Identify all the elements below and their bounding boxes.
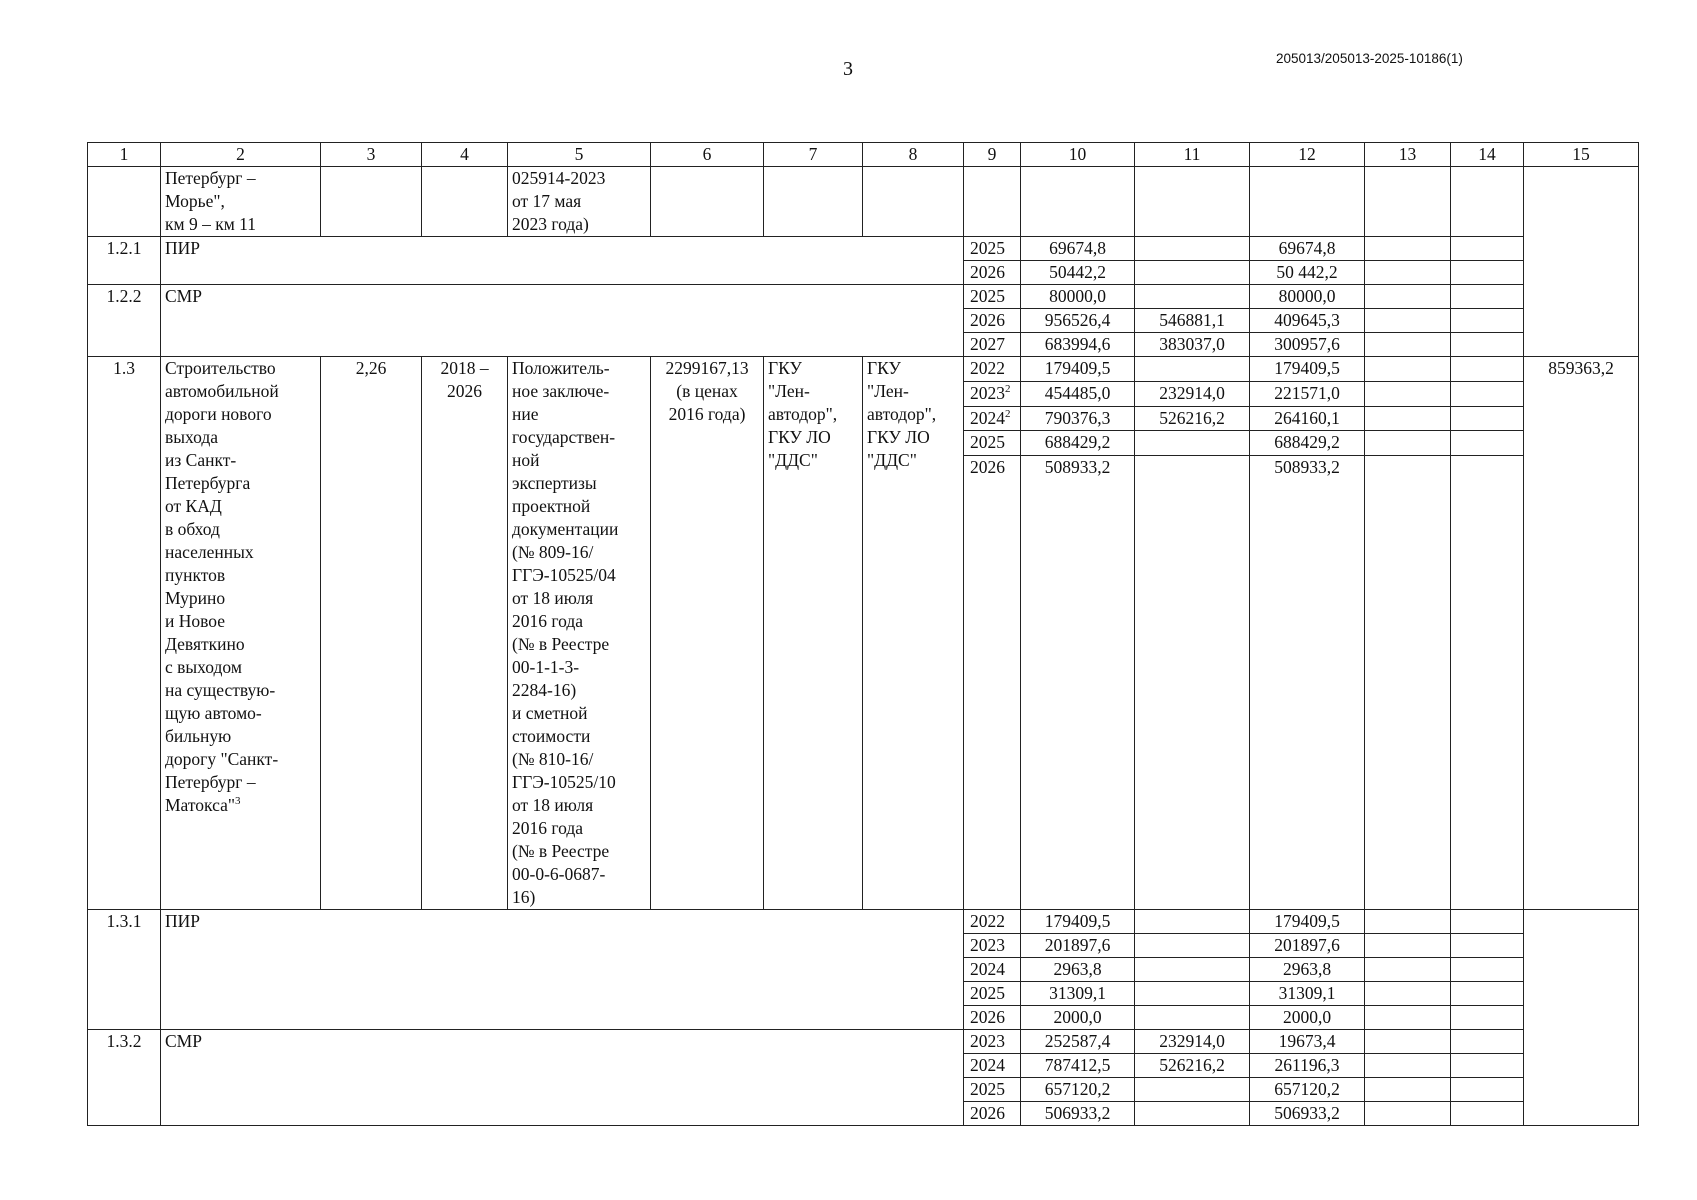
- work-type-cell: ПИР: [161, 237, 964, 285]
- cell-line: 2018 –: [440, 358, 489, 378]
- regional-cell: 688429,2: [1250, 431, 1365, 456]
- cell-line: (№ в Реестре: [512, 841, 610, 861]
- document-cell: [508, 357, 651, 910]
- regional-cell: 19673,4: [1250, 1030, 1365, 1054]
- federal-cell: [1135, 431, 1250, 456]
- cell-line: ное заключе-: [512, 381, 610, 401]
- col13-cell: [1365, 1102, 1451, 1126]
- cell-line: от 18 июля: [512, 795, 594, 815]
- year-cell: 2023$^2$: [964, 381, 1021, 406]
- cell-line: автодор",: [867, 404, 937, 424]
- federal-cell: [1135, 958, 1250, 982]
- continuation-row: [88, 167, 1639, 237]
- column-number: 5: [508, 143, 651, 167]
- col13-cell: [1365, 456, 1451, 910]
- col13-cell: [1365, 982, 1451, 1006]
- col14-cell: [1451, 1078, 1524, 1102]
- cell-line: выхода: [165, 427, 219, 447]
- col15-cell: [1524, 910, 1639, 1126]
- total-cell: 956526,4: [1021, 309, 1135, 333]
- cell-line: с выходом: [165, 657, 242, 677]
- table-cell: [863, 167, 964, 237]
- federal-cell: [1135, 261, 1250, 285]
- col13-cell: [1365, 406, 1451, 431]
- col13-cell: [1365, 1054, 1451, 1078]
- federal-cell: [1135, 456, 1250, 910]
- cell-line: Петербурга: [165, 473, 251, 493]
- col13-cell: [1365, 934, 1451, 958]
- column-number: 2: [161, 143, 321, 167]
- year-cell: 2026: [964, 456, 1021, 910]
- year-cell: 2025: [964, 237, 1021, 261]
- regional-cell: 508933,2: [1250, 456, 1365, 910]
- col14-cell: [1451, 982, 1524, 1006]
- year-cell: 2027: [964, 333, 1021, 357]
- table-cell: [1451, 167, 1524, 237]
- cell-line: документации: [512, 519, 619, 539]
- year-cell: 2023: [964, 934, 1021, 958]
- cell-line: 025914-2023: [512, 168, 606, 188]
- cell-line: ГГЭ-10525/10: [512, 772, 616, 792]
- cell-line: щую автомо-: [165, 703, 262, 723]
- cell-line: от КАД: [165, 496, 222, 516]
- total-cell: 506933,2: [1021, 1102, 1135, 1126]
- total-cell: 2000,0: [1021, 1006, 1135, 1030]
- federal-cell: [1135, 1006, 1250, 1030]
- cell-line: 2299167,13: [665, 358, 749, 378]
- column-number: 4: [422, 143, 508, 167]
- cell-line: Петербург –: [165, 772, 256, 792]
- regional-cell: 179409,5: [1250, 910, 1365, 934]
- code-cell: 1.3.2: [88, 1030, 161, 1126]
- work-type-cell: СМР: [161, 285, 964, 357]
- total-cell: 683994,6: [1021, 333, 1135, 357]
- year-cell: 2024$^2$: [964, 406, 1021, 431]
- regional-cell: 2000,0: [1250, 1006, 1365, 1030]
- cell-line: дорогу "Санкт-: [165, 749, 279, 769]
- total-cell: 179409,5: [1021, 357, 1135, 382]
- code-cell: 1.3: [88, 357, 161, 910]
- regional-cell: 409645,3: [1250, 309, 1365, 333]
- year-cell: 2024: [964, 1054, 1021, 1078]
- table-cell: [321, 167, 422, 237]
- object-name-cell: [161, 167, 321, 237]
- cell-line: на существую-: [165, 680, 276, 700]
- cell-line: 2016 года): [668, 404, 746, 424]
- total-cell: 2963,8: [1021, 958, 1135, 982]
- cell-line: 00-1-1-3-: [512, 657, 580, 677]
- col14-cell: [1451, 406, 1524, 431]
- regional-cell: 50 442,2: [1250, 261, 1365, 285]
- col13-cell: [1365, 1078, 1451, 1102]
- code-cell: 1.3.1: [88, 910, 161, 1030]
- cell-line: из Санкт-: [165, 450, 237, 470]
- document-cell: [508, 167, 651, 237]
- work-type-cell: СМР: [161, 1030, 964, 1126]
- column-number: 8: [863, 143, 964, 167]
- work-type-cell: ПИР: [161, 910, 964, 1030]
- col14-cell: [1451, 934, 1524, 958]
- cell-line: 00-0-6-0687-: [512, 864, 606, 884]
- cell-line: (в ценах: [676, 381, 738, 401]
- col13-cell: [1365, 910, 1451, 934]
- cell-line: Петербург –: [165, 168, 256, 188]
- cell-line: ГКУ: [768, 358, 802, 378]
- regional-cell: 506933,2: [1250, 1102, 1365, 1126]
- col14-cell: [1451, 431, 1524, 456]
- cell-line: (№ в Реестре: [512, 634, 610, 654]
- cell-line: 2284-16): [512, 680, 577, 700]
- col14-cell: [1451, 1006, 1524, 1030]
- col14-cell: [1451, 357, 1524, 382]
- col13-cell: [1365, 958, 1451, 982]
- col13-cell: [1365, 237, 1451, 261]
- cell-line: от 18 июля: [512, 588, 594, 608]
- col14-cell: [1451, 333, 1524, 357]
- year-cell: 2022: [964, 910, 1021, 934]
- col13-cell: [1365, 381, 1451, 406]
- column-number: 10: [1021, 143, 1135, 167]
- regional-cell: 221571,0: [1250, 381, 1365, 406]
- regional-cell: 201897,6: [1250, 934, 1365, 958]
- cell-line: "Лен-: [867, 381, 909, 401]
- cell-line: км 9 – км 11: [165, 214, 257, 234]
- subrow-1-3-2: [88, 1030, 1639, 1054]
- document-code: 205013/205013-2025-10186(1): [1276, 51, 1463, 66]
- cell-line: Положитель-: [512, 358, 610, 378]
- column-number: 14: [1451, 143, 1524, 167]
- total-cell: 31309,1: [1021, 982, 1135, 1006]
- cell-line: 2016 года: [512, 611, 584, 631]
- table-cell: [651, 167, 764, 237]
- federal-cell: [1135, 237, 1250, 261]
- federal-cell: [1135, 982, 1250, 1006]
- cell-line: ГКУ ЛО: [768, 427, 831, 447]
- table-cell: [764, 167, 863, 237]
- column-number: 15: [1524, 143, 1639, 167]
- total-cell: 252587,4: [1021, 1030, 1135, 1054]
- capacity-cell: 2,26: [321, 357, 422, 910]
- column-number: 9: [964, 143, 1021, 167]
- cell-line: 2026: [447, 381, 482, 401]
- col14-cell: [1451, 285, 1524, 309]
- cell-line: государствен-: [512, 427, 616, 447]
- cell-line: Мурино: [165, 588, 226, 608]
- total-cell: 201897,6: [1021, 934, 1135, 958]
- cell-line: Матокса"$^3$: [165, 795, 241, 815]
- federal-cell: 526216,2: [1135, 406, 1250, 431]
- cell-line: автомобильной: [165, 381, 279, 401]
- cell-line: (№ 809-16/: [512, 542, 594, 562]
- federal-cell: [1135, 357, 1250, 382]
- col14-cell: [1451, 1102, 1524, 1126]
- column-number: 6: [651, 143, 764, 167]
- year-cell: 2022: [964, 357, 1021, 382]
- table-cell: [1250, 167, 1365, 237]
- object-name-cell: [161, 357, 321, 910]
- cell-line: ГГЭ-10525/04: [512, 565, 616, 585]
- total-cell: 69674,8: [1021, 237, 1135, 261]
- col14-cell: [1451, 910, 1524, 934]
- cell-line: (№ 810-16/: [512, 749, 594, 769]
- federal-cell: [1135, 285, 1250, 309]
- cell-line: пунктов: [165, 565, 226, 585]
- subrow-1-2-1: [88, 237, 1639, 261]
- column-number: 13: [1365, 143, 1451, 167]
- year-cell: 2025: [964, 1078, 1021, 1102]
- regional-cell: 80000,0: [1250, 285, 1365, 309]
- table-cell: [1135, 167, 1250, 237]
- cell-line: ние: [512, 404, 539, 424]
- column-number: 12: [1250, 143, 1365, 167]
- regional-cell: 300957,6: [1250, 333, 1365, 357]
- year-cell: 2025: [964, 285, 1021, 309]
- regional-cell: 261196,3: [1250, 1054, 1365, 1078]
- cost-cell: [651, 357, 764, 910]
- cell-line: дороги нового: [165, 404, 272, 424]
- cell-line: автодор",: [768, 404, 838, 424]
- total-cell: 80000,0: [1021, 285, 1135, 309]
- col14-cell: [1451, 1054, 1524, 1078]
- cell-line: ной: [512, 450, 540, 470]
- cell-line: и Новое: [165, 611, 226, 631]
- col14-cell: [1451, 958, 1524, 982]
- table-cell: [422, 167, 508, 237]
- regional-cell: 69674,8: [1250, 237, 1365, 261]
- subrow-1-3-1: [88, 910, 1639, 934]
- period-cell: [422, 357, 508, 910]
- col15-value-cell: 859363,2: [1524, 357, 1639, 910]
- cell-line: бильную: [165, 726, 232, 746]
- col14-cell: [1451, 237, 1524, 261]
- year-cell: 2024: [964, 958, 1021, 982]
- federal-cell: [1135, 934, 1250, 958]
- total-cell: 790376,3: [1021, 406, 1135, 431]
- cell-line: стоимости: [512, 726, 591, 746]
- federal-cell: 232914,0: [1135, 1030, 1250, 1054]
- col13-cell: [1365, 1030, 1451, 1054]
- cell-line: 2023 года): [512, 214, 589, 234]
- total-cell: 50442,2: [1021, 261, 1135, 285]
- table-cell: [1021, 167, 1135, 237]
- row-1-3: [88, 357, 1639, 382]
- col14-cell: [1451, 261, 1524, 285]
- investment-table: [87, 142, 1639, 1126]
- year-cell: 2025: [964, 982, 1021, 1006]
- col13-cell: [1365, 357, 1451, 382]
- total-cell: 787412,5: [1021, 1054, 1135, 1078]
- col14-cell: [1451, 1030, 1524, 1054]
- regional-cell: 2963,8: [1250, 958, 1365, 982]
- cell-line: Девяткино: [165, 634, 245, 654]
- customer-cell: [764, 357, 863, 910]
- federal-cell: 526216,2: [1135, 1054, 1250, 1078]
- federal-cell: [1135, 1078, 1250, 1102]
- column-number: 1: [88, 143, 161, 167]
- total-cell: 688429,2: [1021, 431, 1135, 456]
- regional-cell: 31309,1: [1250, 982, 1365, 1006]
- federal-cell: 383037,0: [1135, 333, 1250, 357]
- cell-line: экспертизы: [512, 473, 597, 493]
- cell-line: Строительство: [165, 358, 276, 378]
- col13-cell: [1365, 285, 1451, 309]
- column-number: 3: [321, 143, 422, 167]
- year-cell: 2023: [964, 1030, 1021, 1054]
- col13-cell: [1365, 309, 1451, 333]
- table-cell: [964, 167, 1021, 237]
- federal-cell: [1135, 910, 1250, 934]
- col14-cell: [1451, 456, 1524, 910]
- year-cell: 2026: [964, 1006, 1021, 1030]
- total-cell: 508933,2: [1021, 456, 1135, 910]
- subrow-1-2-2: [88, 285, 1639, 309]
- page-number: 3: [843, 58, 853, 80]
- col13-cell: [1365, 261, 1451, 285]
- code-cell: [88, 167, 161, 237]
- total-cell: 657120,2: [1021, 1078, 1135, 1102]
- cell-line: от 17 мая: [512, 191, 582, 211]
- federal-cell: 546881,1: [1135, 309, 1250, 333]
- cell-line: населенных: [165, 542, 254, 562]
- column-number-row: [88, 143, 1639, 167]
- cell-line: в обход: [165, 519, 220, 539]
- total-cell: 454485,0: [1021, 381, 1135, 406]
- col14-cell: [1451, 309, 1524, 333]
- year-cell: 2026: [964, 1102, 1021, 1126]
- table-cell: [1365, 167, 1451, 237]
- code-cell: 1.2.1: [88, 237, 161, 285]
- cell-line: 2016 года: [512, 818, 584, 838]
- total-cell: 179409,5: [1021, 910, 1135, 934]
- cell-line: "ДДС": [768, 450, 818, 470]
- regional-cell: 657120,2: [1250, 1078, 1365, 1102]
- code-cell: 1.2.2: [88, 285, 161, 357]
- year-cell: 2025: [964, 431, 1021, 456]
- col13-cell: [1365, 431, 1451, 456]
- regional-cell: 264160,1: [1250, 406, 1365, 431]
- col15-cell: [1524, 167, 1639, 357]
- cell-line: Морье",: [165, 191, 225, 211]
- cell-line: и сметной: [512, 703, 588, 723]
- developer-cell: [863, 357, 964, 910]
- column-number: 7: [764, 143, 863, 167]
- regional-cell: 179409,5: [1250, 357, 1365, 382]
- federal-cell: 232914,0: [1135, 381, 1250, 406]
- cell-line: "ДДС": [867, 450, 917, 470]
- year-cell: 2026: [964, 261, 1021, 285]
- cell-line: проектной: [512, 496, 591, 516]
- cell-line: 16): [512, 887, 536, 907]
- cell-line: ГКУ: [867, 358, 901, 378]
- column-number: 11: [1135, 143, 1250, 167]
- federal-cell: [1135, 1102, 1250, 1126]
- cell-line: "Лен-: [768, 381, 810, 401]
- col13-cell: [1365, 333, 1451, 357]
- col14-cell: [1451, 381, 1524, 406]
- year-cell: 2026: [964, 309, 1021, 333]
- cell-line: ГКУ ЛО: [867, 427, 930, 447]
- col13-cell: [1365, 1006, 1451, 1030]
